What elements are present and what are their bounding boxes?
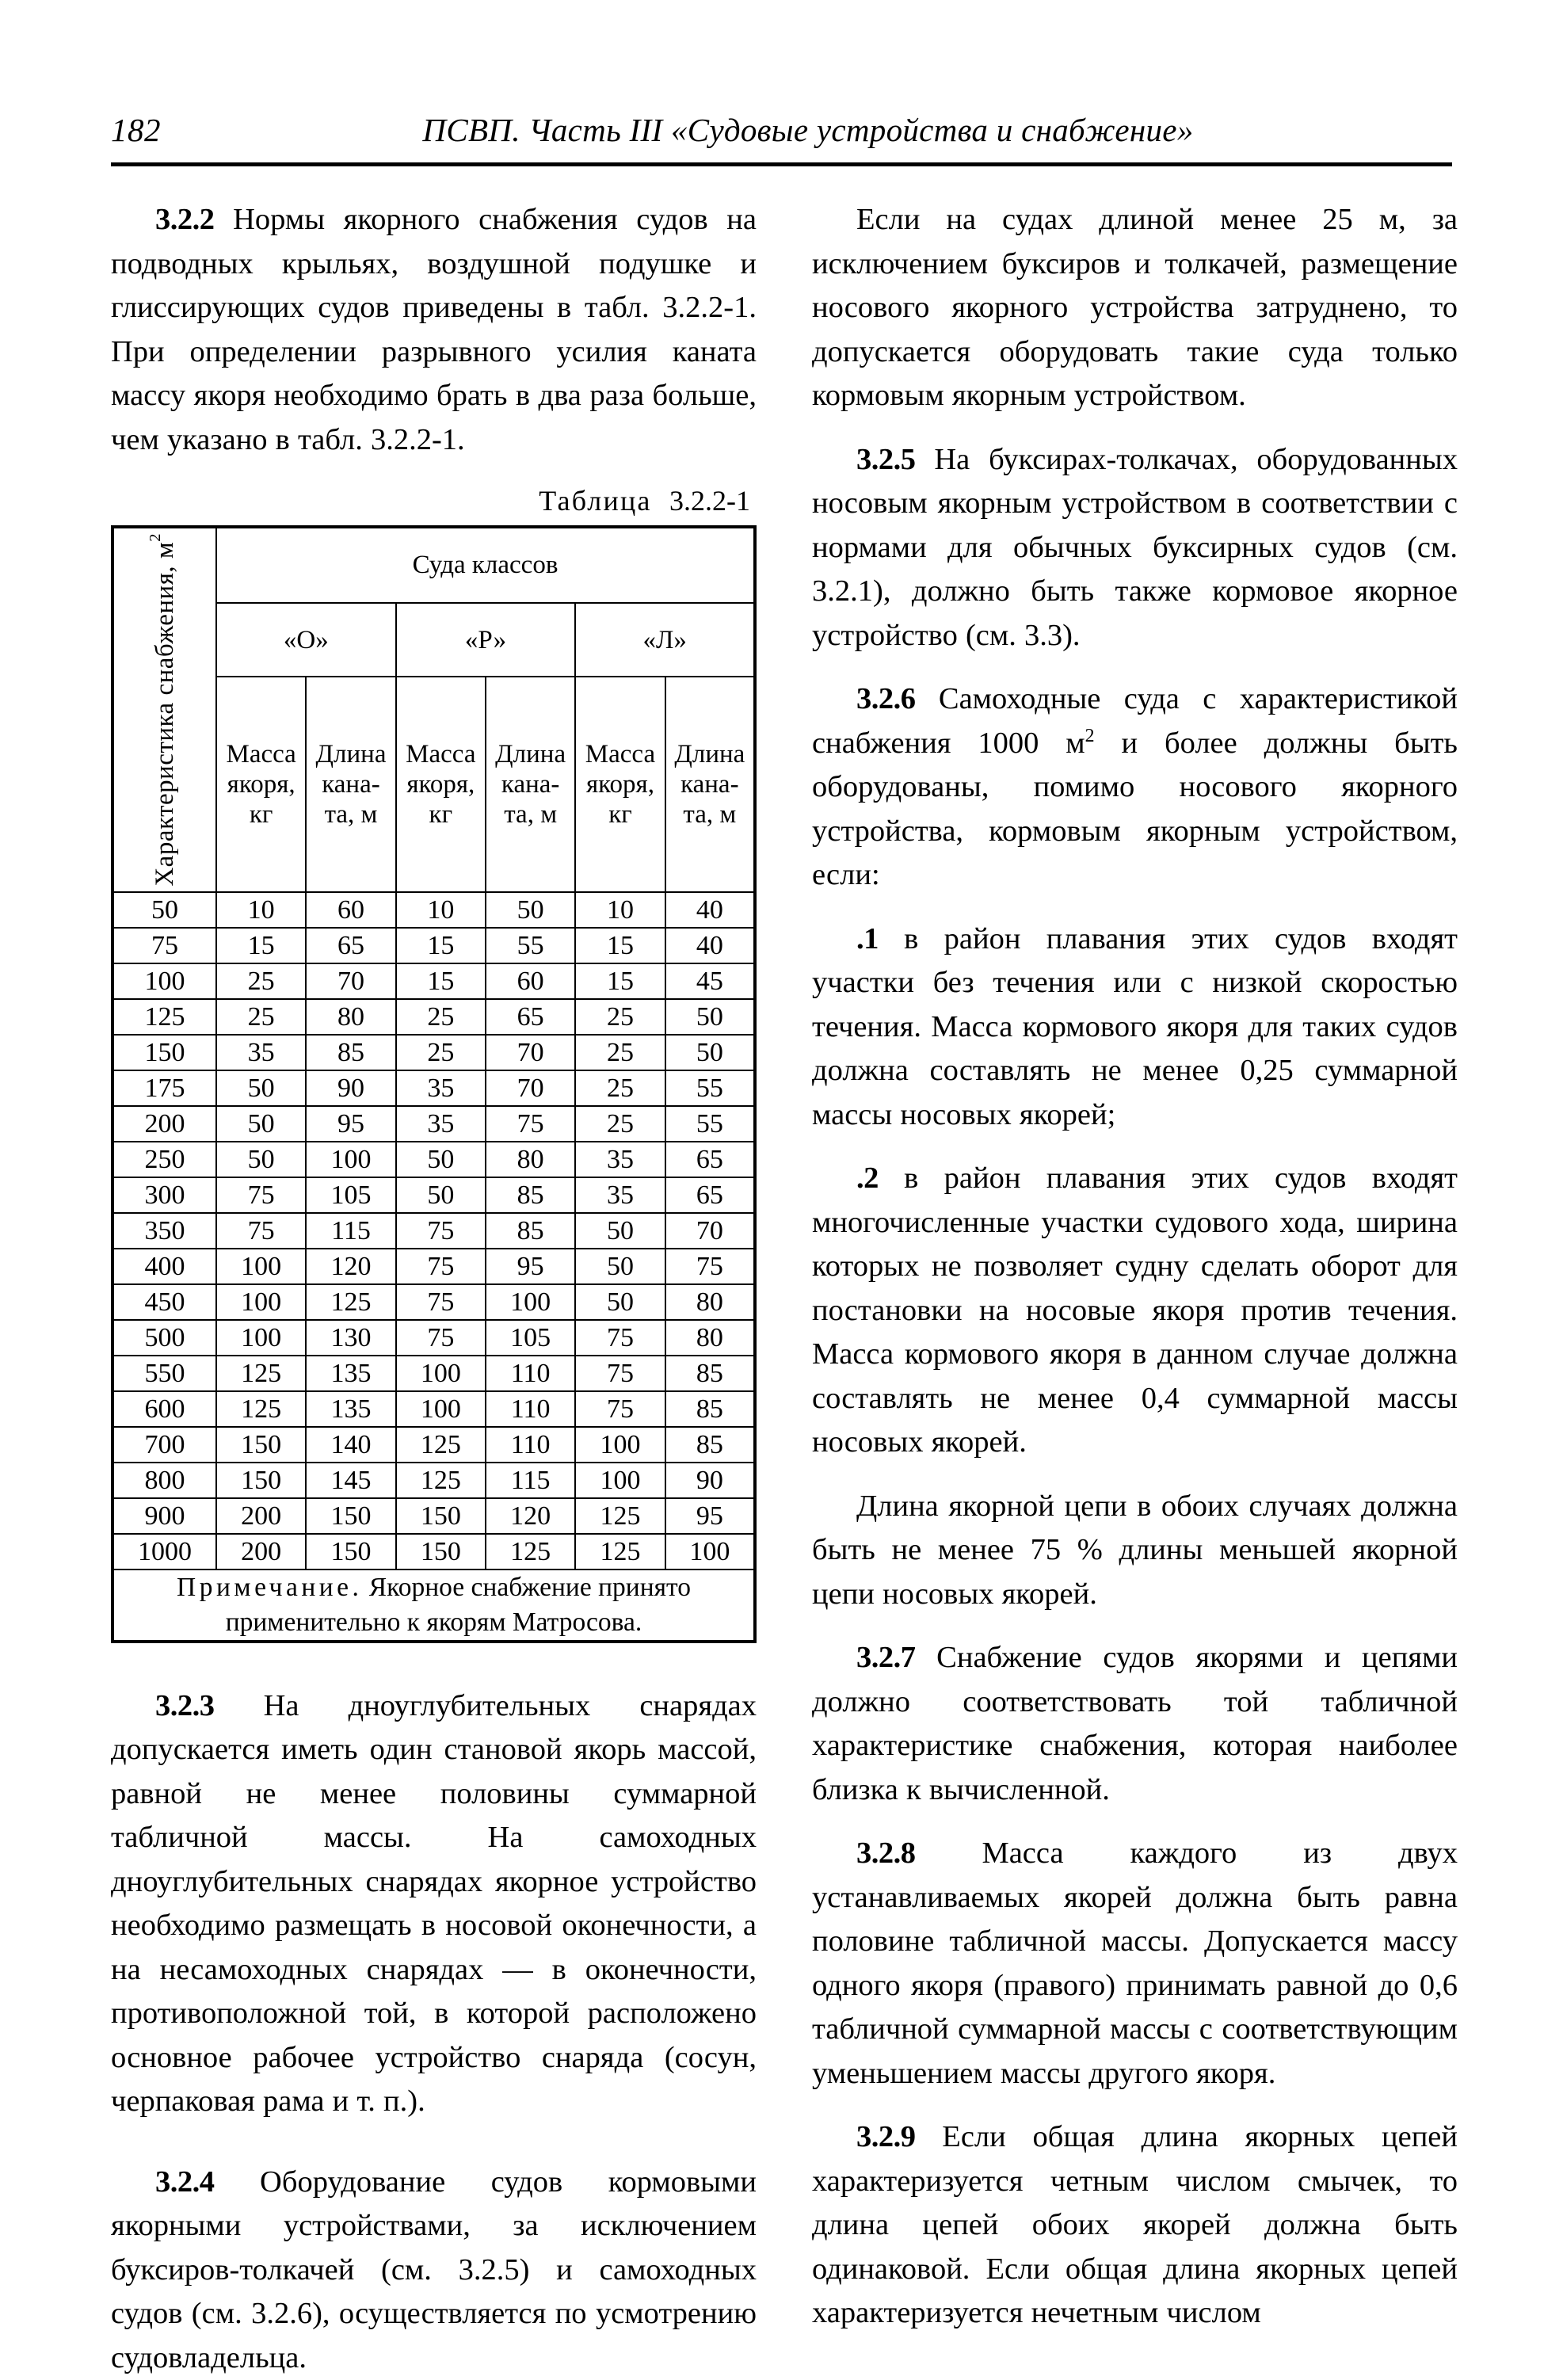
subheader-length-o <box>306 677 395 891</box>
subclause-1 <box>812 917 1458 1138</box>
stub-header-text: Характеристика снабжения, м <box>151 541 179 887</box>
subclause-number-1: .1 <box>856 921 879 955</box>
paragraph-3-2-7 <box>812 1636 1458 1812</box>
subclause-2 <box>812 1157 1458 1465</box>
cell-value: 35 <box>216 1035 306 1070</box>
table-row <box>112 1142 755 1177</box>
cell-supply-characteristic: 75 <box>112 928 216 963</box>
table-head <box>112 527 755 892</box>
subheader-line: Длина <box>315 740 387 769</box>
table-row <box>112 1427 755 1463</box>
cell-value: 75 <box>396 1284 486 1320</box>
cell-value: 50 <box>575 1284 665 1320</box>
clause-body-3-2-8: Масса каждого из двух устанавливаемых якорей должна быть равна половине табличной массы. Допускается массу одного якоря (правого) принимать равной до 0,6 табличной суммарной массы с соответствующим уменьшением массы другого якоря. <box>812 1836 1458 2090</box>
subheader-mass-r <box>396 677 486 891</box>
table-row <box>112 892 755 928</box>
cell-value: 100 <box>306 1142 395 1177</box>
cell-value: 110 <box>486 1356 575 1391</box>
cell-value: 125 <box>486 1534 575 1570</box>
cell-value: 150 <box>306 1534 395 1570</box>
table-row <box>112 1391 755 1427</box>
cell-supply-characteristic: 1000 <box>112 1534 216 1570</box>
cell-value: 125 <box>396 1463 486 1498</box>
clause-number-3-2-9: 3.2.9 <box>856 2120 916 2153</box>
cell-supply-characteristic: 550 <box>112 1356 216 1391</box>
subheader-line: Масса <box>226 740 296 769</box>
cell-value: 35 <box>396 1106 486 1142</box>
table-row <box>112 928 755 963</box>
cell-value: 25 <box>575 999 665 1035</box>
cell-value: 70 <box>665 1213 755 1249</box>
cell-value: 15 <box>396 963 486 999</box>
cell-value: 115 <box>486 1463 575 1498</box>
cell-value: 85 <box>486 1213 575 1249</box>
table-note-row <box>112 1570 755 1642</box>
subheader-line: кана- <box>501 770 560 799</box>
cell-supply-characteristic: 450 <box>112 1284 216 1320</box>
subclause-body-2: в район плавания этих судов входят многочисленные участки судового хода, ширина которых не позволяет судну сделать оборот для постановки на носовые якоря против течения. Масса кормового якоря в данном случае должна составлять не менее 0,4 суммарной массы носовых якорей. <box>812 1161 1458 1459</box>
cell-value: 40 <box>665 928 755 963</box>
cell-value: 85 <box>486 1177 575 1213</box>
cell-value: 120 <box>306 1249 395 1284</box>
clause-body-if-vessels: Если на судах длиной менее 25 м, за исключением буксиров и толкачей, размещение носового якорного устройства затруднено, то допускается оборудовать такие суда только кормовым якорным устройством. <box>812 203 1458 412</box>
table-row <box>112 1463 755 1498</box>
cell-value: 50 <box>216 1106 306 1142</box>
body-columns <box>111 198 1458 2380</box>
cell-value: 85 <box>306 1035 395 1070</box>
cell-value: 75 <box>665 1249 755 1284</box>
table-row <box>112 1070 755 1106</box>
cell-value: 100 <box>216 1320 306 1356</box>
table-note-cell <box>112 1570 755 1642</box>
table-row <box>112 1213 755 1249</box>
cell-value: 10 <box>575 892 665 928</box>
cell-value: 150 <box>216 1427 306 1463</box>
cell-value: 35 <box>396 1070 486 1106</box>
right-column <box>812 198 1458 2380</box>
cell-value: 25 <box>575 1070 665 1106</box>
cell-value: 65 <box>665 1142 755 1177</box>
cell-value: 75 <box>396 1320 486 1356</box>
cell-value: 50 <box>216 1142 306 1177</box>
cell-value: 130 <box>306 1320 395 1356</box>
subheader-length-r <box>486 677 575 891</box>
subheader-line: кг <box>608 800 632 830</box>
cell-supply-characteristic: 500 <box>112 1320 216 1356</box>
page-number: 182 <box>111 112 161 148</box>
group-header-cell: Суда классов <box>216 527 755 603</box>
table-row <box>112 1534 755 1570</box>
cell-supply-characteristic: 400 <box>112 1249 216 1284</box>
cell-value: 25 <box>575 1106 665 1142</box>
cell-value: 35 <box>575 1177 665 1213</box>
cell-value: 75 <box>216 1177 306 1213</box>
cell-value: 100 <box>216 1284 306 1320</box>
subheader-line: та, м <box>504 800 558 830</box>
cell-value: 200 <box>216 1534 306 1570</box>
cell-value: 140 <box>306 1427 395 1463</box>
clause-body-3-2-4: Оборудование судов кормовыми якорными устройствами, за исключением буксиров-толкачей (см. 3.2.5) и самоходных судов (см. 3.2.6), осуществляется по усмотрению судовладельца. <box>111 2165 757 2374</box>
cell-value: 75 <box>396 1249 486 1284</box>
table-row <box>112 1284 755 1320</box>
cell-value: 75 <box>216 1213 306 1249</box>
cell-value: 150 <box>396 1498 486 1534</box>
paragraph-3-2-9 <box>812 2115 1458 2336</box>
cell-supply-characteristic: 900 <box>112 1498 216 1534</box>
cell-value: 15 <box>216 928 306 963</box>
cell-value: 70 <box>306 963 395 999</box>
anchor-supply-table <box>111 525 757 1643</box>
clause-body-3-2-9: Если общая длина якорных цепей характеризуется четным числом смычек, то длина цепей обоих якорей должна быть одинаковой. Если общая длина якорных цепей характеризуется нечетным числом <box>812 2120 1458 2329</box>
cell-value: 75 <box>486 1106 575 1142</box>
cell-value: 125 <box>306 1284 395 1320</box>
cell-value: 95 <box>306 1106 395 1142</box>
cell-value: 110 <box>486 1427 575 1463</box>
cell-value: 100 <box>575 1463 665 1498</box>
cell-supply-characteristic: 100 <box>112 963 216 999</box>
clause-number-3-2-7: 3.2.7 <box>856 1641 916 1674</box>
cell-value: 50 <box>486 892 575 928</box>
cell-value: 50 <box>665 999 755 1035</box>
cell-value: 150 <box>216 1463 306 1498</box>
cell-value: 15 <box>396 928 486 963</box>
cell-value: 90 <box>665 1463 755 1498</box>
cell-value: 50 <box>396 1177 486 1213</box>
table-caption-number: 3.2.2-1 <box>669 485 750 517</box>
cell-value: 80 <box>486 1142 575 1177</box>
cell-supply-characteristic: 300 <box>112 1177 216 1213</box>
cell-value: 125 <box>216 1356 306 1391</box>
cell-value: 50 <box>665 1035 755 1070</box>
cell-value: 25 <box>216 963 306 999</box>
subclause-body-1: в район плавания этих судов входят участки без течения или с низкой скоростью течения. Масса кормового якоря для таких судов должна составлять не менее 0,25 суммарной массы носовых якорей; <box>812 921 1458 1131</box>
cell-supply-characteristic: 200 <box>112 1106 216 1142</box>
subheader-length-l <box>665 677 755 891</box>
cell-value: 125 <box>575 1534 665 1570</box>
cell-value: 25 <box>575 1035 665 1070</box>
paragraph-3-2-6 <box>812 677 1458 898</box>
table-row <box>112 999 755 1035</box>
cell-value: 35 <box>575 1142 665 1177</box>
clause-body-3-2-3: На дноуглубительных снарядах допускается иметь один становой якорь массой, равной не менее половины суммарной табличной массы. На самоходных дноуглубительных снарядах якорное устройство необходимо размещать в носовой оконечности, а на несамоходных снарядах — в оконечности, противоположной той, в которой расположено основное рабочее устройство снаряда (сосун, черпаковая рама и т. п.). <box>111 1688 757 2119</box>
cell-value: 100 <box>486 1284 575 1320</box>
clause-body-3-2-5: На буксирах-толкачах, оборудованных носовым якорным устройством в соответствии с нормами для обычных буксирных судов (см. 3.2.1), должно быть также кормовое якорное устройство (см. 3.3). <box>812 442 1458 652</box>
clause-body-3-2-6-b: и более должны быть оборудованы, помимо носового якорного устройства, кормовым якорным устройством, если: <box>812 726 1458 891</box>
running-title: ПСВП. Часть III «Судовые устройства и снабжение» <box>422 112 1194 148</box>
cell-value: 80 <box>665 1284 755 1320</box>
cell-value: 15 <box>575 963 665 999</box>
clause-number-3-2-6: 3.2.6 <box>856 682 916 715</box>
paragraph-3-2-8 <box>812 1832 1458 2096</box>
clause-body-3-2-7: Снабжение судов якорями и цепями должно соответствовать той табличной характеристике снабжения, которая наиболее близка к вычисленной. <box>812 1641 1458 1806</box>
cell-value: 70 <box>486 1070 575 1106</box>
clause-body-3-2-2: Нормы якорного снабжения судов на подводных крыльях, воздушной подушке и глиссирующих судов приведены в табл. 3.2.2-1. При определении разрывного усилия каната массу якоря необходимо брать в два раза больше, чем указано в табл. 3.2.2-1. <box>111 203 757 456</box>
cell-value: 40 <box>665 892 755 928</box>
cell-value: 95 <box>665 1498 755 1534</box>
cell-value: 10 <box>216 892 306 928</box>
cell-supply-characteristic: 700 <box>112 1427 216 1463</box>
table-note-text: Якорное снабжение принято применительно к якорям Матросова. <box>225 1572 691 1637</box>
cell-value: 145 <box>306 1463 395 1498</box>
table-foot <box>112 1570 755 1642</box>
cell-value: 110 <box>486 1391 575 1427</box>
clause-number-3-2-5: 3.2.5 <box>856 442 916 476</box>
subheader-line: та, м <box>683 800 737 830</box>
cell-value: 200 <box>216 1498 306 1534</box>
cell-value: 70 <box>486 1035 575 1070</box>
cell-value: 60 <box>486 963 575 999</box>
cell-supply-characteristic: 50 <box>112 892 216 928</box>
cell-value: 25 <box>396 999 486 1035</box>
cell-value: 25 <box>396 1035 486 1070</box>
subheader-mass-l <box>575 677 665 891</box>
table-row <box>112 1249 755 1284</box>
subheader-line: якоря, <box>227 770 295 799</box>
subheader-line: кг <box>429 800 453 830</box>
cell-value: 60 <box>306 892 395 928</box>
table-row <box>112 1177 755 1213</box>
cell-supply-characteristic: 350 <box>112 1213 216 1249</box>
cell-supply-characteristic: 175 <box>112 1070 216 1106</box>
table-row <box>112 1106 755 1142</box>
cell-value: 105 <box>486 1320 575 1356</box>
cell-value: 120 <box>486 1498 575 1534</box>
header-rule <box>111 162 1452 166</box>
cell-value: 45 <box>665 963 755 999</box>
cell-value: 10 <box>396 892 486 928</box>
class-header-l: «Л» <box>575 603 755 677</box>
subheader-line: кана- <box>322 770 380 799</box>
cell-value: 100 <box>216 1249 306 1284</box>
cell-value: 50 <box>575 1249 665 1284</box>
cell-value: 150 <box>396 1534 486 1570</box>
clause-body-chain-length: Длина якорной цепи в обоих случаях должна быть не менее 75 % длины меньшей якорной цепи носовых якорей. <box>812 1489 1458 1611</box>
table-note-label: Примечание. <box>177 1572 363 1602</box>
subheader-line: Масса <box>585 740 656 769</box>
subheader-line: якоря, <box>406 770 475 799</box>
cell-supply-characteristic: 250 <box>112 1142 216 1177</box>
cell-value: 65 <box>306 928 395 963</box>
cell-supply-characteristic: 600 <box>112 1391 216 1427</box>
table-caption <box>111 484 757 517</box>
square-metre-exponent: 2 <box>1085 725 1095 746</box>
cell-value: 80 <box>306 999 395 1035</box>
cell-value: 25 <box>216 999 306 1035</box>
clause-body-3-2-6-a: Самоходные суда с характеристикой снабжения 1000 м <box>812 682 1458 760</box>
cell-value: 105 <box>306 1177 395 1213</box>
subheader-line: та, м <box>324 800 378 830</box>
cell-value: 75 <box>575 1320 665 1356</box>
subheader-mass-o <box>216 677 306 891</box>
cell-supply-characteristic: 800 <box>112 1463 216 1498</box>
cell-value: 55 <box>665 1106 755 1142</box>
cell-value: 115 <box>306 1213 395 1249</box>
table-body <box>112 892 755 1570</box>
paragraph-3-2-5 <box>812 438 1458 658</box>
clause-number-3-2-3: 3.2.3 <box>155 1688 215 1722</box>
cell-value: 50 <box>396 1142 486 1177</box>
cell-value: 90 <box>306 1070 395 1106</box>
cell-value: 85 <box>665 1391 755 1427</box>
cell-supply-characteristic: 125 <box>112 999 216 1035</box>
subheader-line: кана- <box>680 770 739 799</box>
table-row <box>112 1356 755 1391</box>
cell-value: 135 <box>306 1391 395 1427</box>
clause-number-3-2-2: 3.2.2 <box>155 203 215 236</box>
cell-value: 95 <box>486 1249 575 1284</box>
cell-value: 135 <box>306 1356 395 1391</box>
cell-value: 85 <box>665 1427 755 1463</box>
cell-value: 100 <box>575 1427 665 1463</box>
cell-value: 50 <box>575 1213 665 1249</box>
subheader-line: Длина <box>495 740 566 769</box>
cell-value: 150 <box>306 1498 395 1534</box>
table-block <box>111 484 757 1643</box>
cell-value: 125 <box>396 1427 486 1463</box>
class-header-o: «О» <box>216 603 396 677</box>
subheader-line: кг <box>249 800 273 830</box>
cell-value: 100 <box>396 1391 486 1427</box>
cell-value: 85 <box>665 1356 755 1391</box>
cell-supply-characteristic: 150 <box>112 1035 216 1070</box>
paragraph-chain-length <box>812 1485 1458 1617</box>
cell-value: 65 <box>486 999 575 1035</box>
stub-header-cell <box>112 527 216 892</box>
cell-value: 55 <box>486 928 575 963</box>
table-row <box>112 1498 755 1534</box>
subheader-line: якоря, <box>585 770 654 799</box>
subheader-line: Масса <box>406 740 476 769</box>
cell-value: 65 <box>665 1177 755 1213</box>
cell-value: 100 <box>665 1534 755 1570</box>
cell-value: 50 <box>216 1070 306 1106</box>
paragraph-3-2-3 <box>111 1684 757 2124</box>
table-row <box>112 963 755 999</box>
paragraph-3-2-2 <box>111 198 757 462</box>
table-head-row-1 <box>112 527 755 603</box>
cell-value: 55 <box>665 1070 755 1106</box>
class-header-r: «Р» <box>396 603 576 677</box>
left-column <box>111 198 757 2380</box>
running-head <box>111 111 1458 158</box>
clause-number-3-2-4: 3.2.4 <box>155 2165 215 2199</box>
cell-value: 75 <box>396 1213 486 1249</box>
cell-value: 15 <box>575 928 665 963</box>
stub-header-sup: 2 <box>147 533 164 542</box>
cell-value: 125 <box>575 1498 665 1534</box>
stub-header-label <box>148 528 181 891</box>
clause-number-3-2-8: 3.2.8 <box>856 1836 916 1870</box>
paragraph-if-vessels <box>812 198 1458 418</box>
table-row <box>112 1320 755 1356</box>
subclause-number-2: .2 <box>856 1161 879 1195</box>
table-row <box>112 1035 755 1070</box>
paragraph-3-2-4 <box>111 2161 757 2380</box>
subheader-line: Длина <box>674 740 745 769</box>
cell-value: 75 <box>575 1356 665 1391</box>
cell-value: 125 <box>216 1391 306 1427</box>
cell-value: 80 <box>665 1320 755 1356</box>
cell-value: 100 <box>396 1356 486 1391</box>
cell-value: 75 <box>575 1391 665 1427</box>
table-caption-label: Таблица <box>539 485 652 517</box>
